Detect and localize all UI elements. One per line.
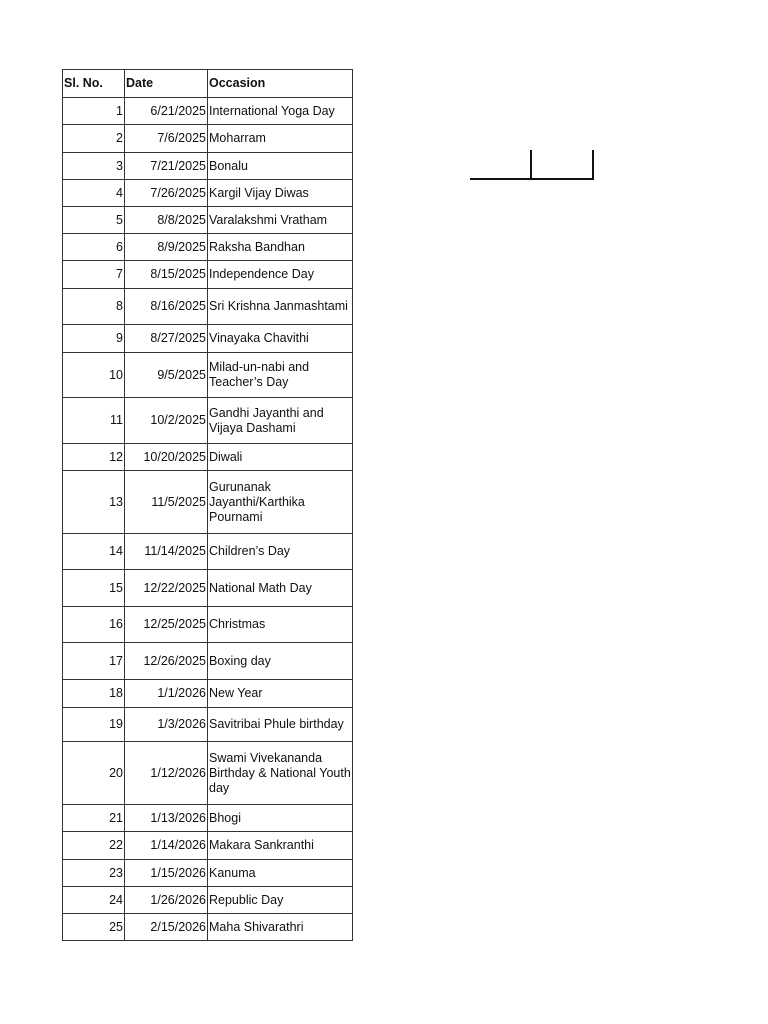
table-header-row xyxy=(63,70,353,98)
cell-occasion: Savitribai Phule birthday xyxy=(208,708,353,742)
stray-middle-tick xyxy=(530,150,532,180)
cell-occasion: Swami Vivekananda Birthday & National Youth day xyxy=(208,742,353,805)
table-row xyxy=(63,832,353,860)
cell-date: 9/5/2025 xyxy=(125,353,208,398)
cell-date: 8/16/2025 xyxy=(125,289,208,325)
cell-date: 1/3/2026 xyxy=(125,708,208,742)
cell-sl-no: 3 xyxy=(63,153,125,180)
cell-date: 1/15/2026 xyxy=(125,860,208,887)
cell-occasion: Varalakshmi Vratham xyxy=(208,207,353,234)
cell-occasion: Moharram xyxy=(208,125,353,153)
cell-occasion: Maha Shivarathri xyxy=(208,914,353,941)
cell-date: 1/1/2026 xyxy=(125,680,208,708)
cell-occasion: Christmas xyxy=(208,607,353,643)
cell-sl-no: 20 xyxy=(63,742,125,805)
cell-occasion: Makara Sankranthi xyxy=(208,832,353,860)
table-row xyxy=(63,914,353,941)
cell-sl-no: 10 xyxy=(63,353,125,398)
cell-date: 8/9/2025 xyxy=(125,234,208,261)
table-row xyxy=(63,444,353,471)
cell-occasion: Kargil Vijay Diwas xyxy=(208,180,353,207)
table-row xyxy=(63,887,353,914)
cell-date: 6/21/2025 xyxy=(125,98,208,125)
cell-date: 10/2/2025 xyxy=(125,398,208,444)
cell-sl-no: 13 xyxy=(63,471,125,534)
cell-occasion: Vinayaka Chavithi xyxy=(208,325,353,353)
cell-occasion: Gurunanak Jayanthi/Karthika Pournami xyxy=(208,471,353,534)
cell-date: 7/26/2025 xyxy=(125,180,208,207)
cell-date: 12/26/2025 xyxy=(125,643,208,680)
table-row xyxy=(63,570,353,607)
cell-sl-no: 1 xyxy=(63,98,125,125)
stray-border-lines xyxy=(470,150,594,180)
table-row xyxy=(63,534,353,570)
table-row xyxy=(63,643,353,680)
table-row xyxy=(63,680,353,708)
table-row xyxy=(63,153,353,180)
cell-sl-no: 21 xyxy=(63,805,125,832)
table-row xyxy=(63,325,353,353)
holiday-table xyxy=(62,69,353,941)
cell-sl-no: 12 xyxy=(63,444,125,471)
cell-occasion: Boxing day xyxy=(208,643,353,680)
table-row xyxy=(63,860,353,887)
cell-occasion: Raksha Bandhan xyxy=(208,234,353,261)
cell-date: 7/21/2025 xyxy=(125,153,208,180)
cell-sl-no: 19 xyxy=(63,708,125,742)
table-row xyxy=(63,234,353,261)
cell-date: 1/12/2026 xyxy=(125,742,208,805)
cell-occasion: Independence Day xyxy=(208,261,353,289)
cell-date: 8/8/2025 xyxy=(125,207,208,234)
table-row xyxy=(63,98,353,125)
cell-sl-no: 15 xyxy=(63,570,125,607)
cell-date: 11/14/2025 xyxy=(125,534,208,570)
cell-sl-no: 14 xyxy=(63,534,125,570)
stray-bottom-line xyxy=(470,178,594,180)
table-row xyxy=(63,125,353,153)
cell-sl-no: 7 xyxy=(63,261,125,289)
cell-occasion: New Year xyxy=(208,680,353,708)
cell-sl-no: 23 xyxy=(63,860,125,887)
cell-date: 1/13/2026 xyxy=(125,805,208,832)
cell-date: 11/5/2025 xyxy=(125,471,208,534)
cell-date: 8/27/2025 xyxy=(125,325,208,353)
table-row xyxy=(63,471,353,534)
cell-occasion: Milad-un-nabi and Teacher’s Day xyxy=(208,353,353,398)
cell-date: 2/15/2026 xyxy=(125,914,208,941)
table-row xyxy=(63,180,353,207)
cell-sl-no: 22 xyxy=(63,832,125,860)
cell-sl-no: 4 xyxy=(63,180,125,207)
header-occasion: Occasion xyxy=(208,70,353,98)
table-row xyxy=(63,398,353,444)
cell-occasion: Kanuma xyxy=(208,860,353,887)
cell-occasion: Children’s Day xyxy=(208,534,353,570)
table-row xyxy=(63,805,353,832)
cell-date: 10/20/2025 xyxy=(125,444,208,471)
cell-date: 12/25/2025 xyxy=(125,607,208,643)
cell-occasion: Sri Krishna Janmashtami xyxy=(208,289,353,325)
cell-sl-no: 5 xyxy=(63,207,125,234)
cell-sl-no: 17 xyxy=(63,643,125,680)
cell-date: 1/14/2026 xyxy=(125,832,208,860)
table-body xyxy=(63,98,353,941)
cell-sl-no: 2 xyxy=(63,125,125,153)
cell-sl-no: 9 xyxy=(63,325,125,353)
cell-occasion: Republic Day xyxy=(208,887,353,914)
cell-date: 12/22/2025 xyxy=(125,570,208,607)
cell-sl-no: 8 xyxy=(63,289,125,325)
cell-occasion: Diwali xyxy=(208,444,353,471)
cell-sl-no: 18 xyxy=(63,680,125,708)
stray-right-tick xyxy=(592,150,594,180)
cell-sl-no: 11 xyxy=(63,398,125,444)
table-row xyxy=(63,289,353,325)
cell-sl-no: 24 xyxy=(63,887,125,914)
table-row xyxy=(63,607,353,643)
table-row xyxy=(63,261,353,289)
cell-occasion: Bonalu xyxy=(208,153,353,180)
cell-occasion: Gandhi Jayanthi and Vijaya Dashami xyxy=(208,398,353,444)
cell-sl-no: 25 xyxy=(63,914,125,941)
cell-occasion: National Math Day xyxy=(208,570,353,607)
cell-occasion: International Yoga Day xyxy=(208,98,353,125)
cell-date: 1/26/2026 xyxy=(125,887,208,914)
cell-sl-no: 6 xyxy=(63,234,125,261)
cell-sl-no: 16 xyxy=(63,607,125,643)
cell-date: 8/15/2025 xyxy=(125,261,208,289)
header-date: Date xyxy=(125,70,208,98)
table-row xyxy=(63,742,353,805)
header-sl-no: Sl. No. xyxy=(63,70,125,98)
table-row xyxy=(63,207,353,234)
table-row xyxy=(63,708,353,742)
cell-occasion: Bhogi xyxy=(208,805,353,832)
cell-date: 7/6/2025 xyxy=(125,125,208,153)
table-row xyxy=(63,353,353,398)
